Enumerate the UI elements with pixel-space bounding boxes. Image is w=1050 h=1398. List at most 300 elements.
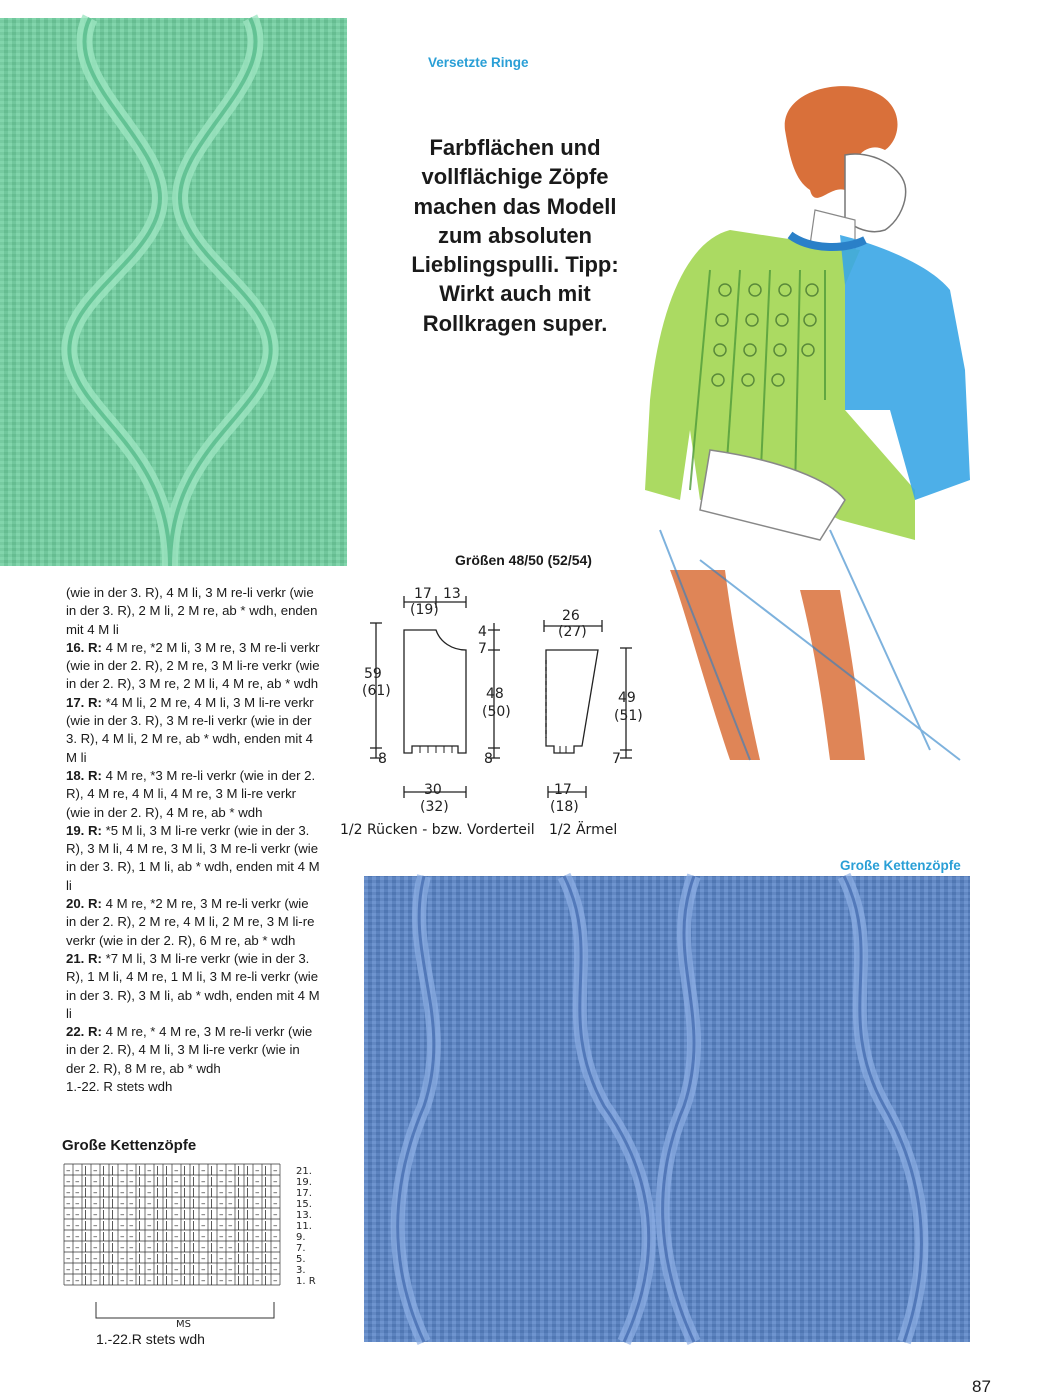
chart-symbol: – [174,1166,179,1176]
chart-symbol: | [111,1232,115,1242]
chart-symbol: | [264,1177,268,1187]
chart-symbol: | [192,1221,196,1231]
chart-symbol: | [111,1166,115,1176]
chart-symbol: – [201,1232,206,1242]
chart-symbol: – [201,1221,206,1231]
chart-symbol: | [183,1243,187,1253]
chart-symbol: | [165,1221,169,1231]
chart-symbol: – [201,1243,206,1253]
chart-symbol: – [273,1177,278,1187]
chart-symbol: – [93,1254,98,1264]
chart-symbol: – [120,1221,125,1231]
chart-symbol: | [246,1221,250,1231]
chart-symbol: – [219,1276,224,1286]
chart-symbol: | [246,1232,250,1242]
chart-symbol: – [174,1232,179,1242]
chart-symbol: | [264,1243,268,1253]
headline-line: Lieblingspulli. Tipp: [411,252,619,278]
chart-symbol: – [201,1210,206,1220]
chart-symbol: | [237,1254,241,1264]
chart-symbol: | [237,1210,241,1220]
chart-symbol: | [138,1188,142,1198]
chart-symbol: – [93,1221,98,1231]
chart-symbol: – [174,1199,179,1209]
chart-symbol: | [264,1232,268,1242]
dim-shoulder-alt: (19) [410,602,439,618]
chart-symbol: | [111,1199,115,1209]
ms-label: MS [176,1319,191,1330]
chart-symbol: | [165,1276,169,1286]
chart-symbol: – [228,1254,233,1264]
chart-symbol: – [255,1199,260,1209]
chart-symbol: | [237,1188,241,1198]
chart-symbol: – [201,1166,206,1176]
chart-symbol: | [183,1177,187,1187]
chart-symbol: | [165,1254,169,1264]
chart-symbol: – [273,1166,278,1176]
chart-symbol: – [129,1265,134,1275]
chart-symbol: | [84,1232,88,1242]
chart-symbol: – [75,1210,80,1220]
chart-symbol: | [156,1188,160,1198]
chart-symbol: | [165,1199,169,1209]
chart-symbol: | [138,1265,142,1275]
chart-symbol: | [192,1177,196,1187]
chart-symbol: – [255,1232,260,1242]
chart-symbol: – [273,1254,278,1264]
chart-symbol: | [246,1265,250,1275]
chart-symbol: – [273,1243,278,1253]
chart-symbol: | [138,1199,142,1209]
chart-symbol: – [120,1265,125,1275]
dim-rib-right: 8 [484,751,493,767]
chart-symbol: | [84,1243,88,1253]
chart-symbol: – [219,1177,224,1187]
dim-height-alt: (61) [362,683,391,699]
chart-symbol: | [165,1265,169,1275]
chart-symbol: – [93,1188,98,1198]
headline [380,133,650,338]
chart-symbol: – [147,1210,152,1220]
chart-symbol: | [84,1166,88,1176]
knitting-instructions [66,584,322,1096]
chart-symbol: | [246,1276,250,1286]
chart-symbol: – [228,1232,233,1242]
dim-sleeve-top-alt: (27) [558,624,587,640]
row-number: 1. R [296,1276,316,1287]
row-number: 21. [296,1166,312,1177]
chart-symbol: – [93,1243,98,1253]
chart-symbol: – [129,1177,134,1187]
chart-symbol: | [246,1166,250,1176]
chart-symbol: – [66,1166,71,1176]
chart-symbol: | [102,1199,106,1209]
chart-symbol: – [255,1210,260,1220]
chart-symbol: – [66,1254,71,1264]
chart-symbol: – [174,1243,179,1253]
chart-symbol: | [183,1276,187,1286]
caption-versetzte-ringe: Versetzte Ringe [428,55,529,70]
chart-symbol: | [156,1221,160,1231]
chart-symbol: | [156,1254,160,1264]
chart-symbol: | [264,1265,268,1275]
chart-symbol: | [84,1254,88,1264]
chart-symbol: | [84,1276,88,1286]
chart-symbol: | [264,1188,268,1198]
chart-symbol: | [111,1221,115,1231]
chart-symbol: | [111,1210,115,1220]
chart-symbol: – [273,1232,278,1242]
headline-line: Rollkragen super. [422,310,608,336]
chart-symbol: – [228,1221,233,1231]
chart-title: Große Kettenzöpfe [62,1137,197,1154]
chart-symbol: – [120,1243,125,1253]
chart-symbol: – [273,1199,278,1209]
dim-armhole-alt: (50) [482,704,511,720]
chart-symbol: | [192,1243,196,1253]
chart-symbol: – [147,1221,152,1231]
headline-line: zum absoluten [437,222,592,248]
chart-symbol: | [84,1265,88,1275]
chart-symbol: | [210,1276,214,1286]
chart-symbol: – [120,1276,125,1286]
chart-symbol: | [192,1199,196,1209]
chart-symbol: – [174,1265,179,1275]
chart-symbol: – [219,1265,224,1275]
instruction-row: 1.-22. R stets wdh [66,1079,173,1095]
chart-symbol: | [111,1254,115,1264]
knitting-chart [60,1160,330,1330]
chart-symbol: | [138,1232,142,1242]
dim-sleeve-length-alt: (51) [614,708,643,724]
chart-symbol: – [120,1232,125,1242]
chart-symbol: – [228,1199,233,1209]
dim-armhole: 48 [486,686,504,702]
instruction-row: 19. R: *5 M li, 3 M li-re verkr (wie in der 3. R), 3 M li, 4 M re, 3 M li, 3 M re-li verkr (wie in der 3. R), 1 M li, ab * wdh, enden mit 4 M li [66,822,320,893]
chart-symbol: – [129,1199,134,1209]
dim-neck: 13 [443,586,461,602]
chart-symbol: – [120,1210,125,1220]
chart-symbol: | [156,1232,160,1242]
instruction-row: 20. R: 4 M re, *2 M re, 3 M re-li verkr (wie in der 2. R), 2 M re, 4 M li, 2 M re, 3 M li-re verkr (wie in der 2. R), 6 M re, ab * wdh [66,896,315,948]
sweater-illustration [630,70,975,790]
row-number: 13. [296,1210,312,1221]
chart-symbol: – [201,1276,206,1286]
chart-symbol: – [120,1166,125,1176]
chart-symbol: – [255,1188,260,1198]
chart-symbol: – [147,1276,152,1286]
chart-symbol: | [183,1210,187,1220]
chart-symbol: | [192,1188,196,1198]
chart-symbol: | [111,1188,115,1198]
chart-symbol: – [129,1243,134,1253]
chart-symbol: – [66,1232,71,1242]
chart-symbol: | [264,1199,268,1209]
chart-symbol: | [210,1166,214,1176]
instruction-row: (wie in der 3. R), 4 M li, 3 M re-li verkr (wie in der 3. R), 2 M li, 2 M re, ab * wdh, enden mit 4 M li [66,585,318,637]
chart-symbol: | [237,1166,241,1176]
instruction-row: 16. R: 4 M re, *2 M li, 3 M re, 3 M re-li verkr (wie in der 2. R), 2 M re, 3 M li-re verkr (wie in der 2. R), 3 M re, 2 M li, 4 M re, ab * wdh [66,639,320,692]
dim-neck-depth-a: 4 [478,624,487,640]
chart-symbol: | [210,1177,214,1187]
chart-symbol: – [255,1243,260,1253]
chart-symbol: – [66,1199,71,1209]
chart-symbol: | [165,1188,169,1198]
chart-symbol: – [66,1265,71,1275]
chart-symbol: – [174,1188,179,1198]
chart-symbol: | [156,1199,160,1209]
chart-symbol: – [273,1210,278,1220]
chart-symbol: | [165,1232,169,1242]
headline-line: machen das Modell [413,193,617,219]
chart-symbol: – [201,1188,206,1198]
chart-symbol: | [102,1177,106,1187]
chart-symbol: – [174,1210,179,1220]
chart-symbol: – [147,1254,152,1264]
chart-symbol: | [138,1254,142,1264]
chart-symbol: – [147,1232,152,1242]
chart-symbol: – [147,1243,152,1253]
chart-symbol: | [192,1276,196,1286]
chart-symbol: – [75,1221,80,1231]
chart-symbol: – [75,1177,80,1187]
chart-symbol: | [210,1210,214,1220]
chart-symbol: | [246,1199,250,1209]
chart-symbol: | [183,1166,187,1176]
chart-symbol: – [219,1243,224,1253]
chart-symbol: | [210,1232,214,1242]
chart-symbol: | [165,1166,169,1176]
chart-symbol: – [273,1265,278,1275]
chart-symbol: | [183,1199,187,1209]
chart-symbol: | [84,1188,88,1198]
chart-symbol: – [93,1177,98,1187]
chart-symbol: – [120,1254,125,1264]
page-number: 87 [972,1377,991,1396]
chart-symbol: – [147,1177,152,1187]
chart-symbol: | [138,1276,142,1286]
chart-symbol: – [255,1276,260,1286]
chart-symbol: | [210,1243,214,1253]
chart-symbol: – [120,1188,125,1198]
chart-symbol: – [93,1166,98,1176]
chart-symbol: | [111,1265,115,1275]
chart-symbol: – [219,1199,224,1209]
chart-symbol: | [183,1265,187,1275]
photo-grosse-kettenzoepfe [364,876,970,1342]
chart-symbol: | [210,1199,214,1209]
chart-symbol: – [93,1276,98,1286]
chart-symbol: | [84,1199,88,1209]
chart-symbol: – [129,1188,134,1198]
chart-symbol: – [219,1166,224,1176]
chart-symbol: | [210,1188,214,1198]
chart-symbol: | [192,1166,196,1176]
chart-symbol: – [75,1199,80,1209]
instruction-row: 18. R: 4 M re, *3 M re-li verkr (wie in der 2. R), 4 M re, 4 M li, 4 M re, 3 M li-re verkr (wie in der 2. R), 4 M re, ab * wdh [66,767,316,820]
chart-symbol: – [219,1188,224,1198]
chart-symbol: – [147,1166,152,1176]
dim-height: 59 [364,666,382,682]
chart-symbol: | [102,1210,106,1220]
chart-symbol: | [138,1166,142,1176]
dim-width: 30 [424,782,442,798]
chart-symbol: – [228,1276,233,1286]
chart-symbol: | [138,1221,142,1231]
chart-symbol: – [75,1276,80,1286]
chart-symbol: | [138,1210,142,1220]
size-schematic [336,578,643,843]
chart-symbol: | [102,1254,106,1264]
row-number: 5. [296,1254,306,1265]
chart-symbol: | [237,1232,241,1242]
dim-sleeve-top: 26 [562,608,580,624]
chart-symbol: | [183,1188,187,1198]
chart-symbol: – [201,1254,206,1264]
chart-symbol: | [183,1254,187,1264]
row-number: 17. [296,1188,312,1199]
chart-symbol: | [111,1243,115,1253]
row-number: 19. [296,1177,312,1188]
chart-symbol: | [84,1210,88,1220]
chart-symbol: | [264,1254,268,1264]
chart-symbol: – [66,1188,71,1198]
chart-symbol: – [75,1265,80,1275]
chart-symbol: | [84,1177,88,1187]
chart-symbol: | [264,1221,268,1231]
chart-symbol: – [219,1221,224,1231]
chart-symbol: | [165,1177,169,1187]
chart-symbol: – [219,1232,224,1242]
chart-symbol: | [102,1166,106,1176]
chart-symbol: – [66,1221,71,1231]
chart-symbol: | [138,1177,142,1187]
chart-symbol: – [228,1243,233,1253]
instruction-row: 21. R: *7 M li, 3 M li-re verkr (wie in der 3. R), 1 M li, 4 M re, 1 M li, 3 M re-li verkr (wie in der 3. R), 3 M li, ab * wdh, enden mit 4 M li [66,950,320,1021]
chart-symbol: | [246,1177,250,1187]
chart-symbol: | [156,1276,160,1286]
row-number: 15. [296,1199,312,1210]
instruction-row: 17. R: *4 M li, 2 M re, 4 M li, 3 M li-re verkr (wie in der 3. R), 3 M re-li verkr (wie in der 3. R), 4 M li, 2 M re, ab * wdh, enden mit 4 M li [66,694,314,765]
chart-symbol: | [138,1243,142,1253]
chart-symbol: | [264,1166,268,1176]
row-number: 9. [296,1232,306,1243]
dim-cuff: 17 [554,782,572,798]
chart-symbol: | [237,1243,241,1253]
chart-symbol: | [102,1232,106,1242]
chart-symbol: | [111,1177,115,1187]
caption-back-piece: 1/2 Rücken - bzw. Vorderteil [340,822,535,838]
chart-symbol: – [120,1177,125,1187]
chart-symbol: – [201,1177,206,1187]
chart-symbol: – [255,1265,260,1275]
chart-symbol: | [246,1188,250,1198]
chart-symbol: – [93,1265,98,1275]
dim-neck-depth-b: 7 [478,641,487,657]
chart-symbol: – [129,1276,134,1286]
chart-symbol: | [237,1199,241,1209]
chart-symbol: | [246,1243,250,1253]
chart-symbol: | [183,1221,187,1231]
chart-symbol: – [120,1199,125,1209]
chart-symbol: – [75,1254,80,1264]
chart-symbol: | [156,1243,160,1253]
chart-symbol: – [129,1221,134,1231]
chart-symbol: – [129,1254,134,1264]
chart-symbol: | [111,1276,115,1286]
chart-symbol: – [228,1265,233,1275]
chart-symbol: | [183,1232,187,1242]
headline-line: Farbflächen und [429,135,601,160]
chart-symbol: – [75,1232,80,1242]
dim-cuff-alt: (18) [550,799,579,815]
chart-symbol: – [255,1166,260,1176]
chart-symbol: – [75,1166,80,1176]
chart-symbol: | [156,1166,160,1176]
chart-symbol: | [192,1232,196,1242]
chart-symbol: – [255,1221,260,1231]
chart-symbol: | [156,1265,160,1275]
chart-symbol: – [129,1232,134,1242]
chart-symbol: – [66,1210,71,1220]
chart-symbol: | [165,1243,169,1253]
sizes-title: Größen 48/50 (52/54) [455,552,592,568]
chart-symbol: | [84,1221,88,1231]
chart-symbol: – [201,1265,206,1275]
photo-versetzte-ringe [0,18,347,566]
chart-symbol: – [147,1188,152,1198]
chart-symbol: | [246,1210,250,1220]
chart-symbol: | [246,1254,250,1264]
chart-symbol: – [75,1243,80,1253]
chart-footer: 1.-22.R stets wdh [96,1331,205,1347]
dim-sleeve-rib: 7 [612,751,621,767]
chart-symbol: | [210,1265,214,1275]
chart-symbol: | [237,1276,241,1286]
chart-symbol: – [255,1177,260,1187]
chart-symbol: – [147,1199,152,1209]
row-number: 7. [296,1243,306,1254]
chart-symbol: | [156,1210,160,1220]
chart-symbol: | [102,1265,106,1275]
chart-symbol: – [129,1166,134,1176]
chart-symbol: | [237,1177,241,1187]
headline-line: vollflächige Zöpfe [421,164,609,190]
chart-symbol: – [66,1276,71,1286]
chart-symbol: – [174,1254,179,1264]
dim-width-alt: (32) [420,799,449,815]
instruction-row: 22. R: 4 M re, * 4 M re, 3 M re-li verkr (wie in der 2. R), 4 M li, 3 M li-re verkr (wie in der 2. R), 8 M re, ab * wdh [66,1024,313,1076]
chart-symbol: – [273,1221,278,1231]
chart-symbol: – [273,1188,278,1198]
chart-symbol: | [210,1221,214,1231]
chart-symbol: – [147,1265,152,1275]
chart-symbol: – [75,1188,80,1198]
dim-sleeve-length: 49 [618,690,636,706]
chart-symbol: | [156,1177,160,1187]
chart-symbol: | [102,1243,106,1253]
chart-symbol: | [102,1221,106,1231]
chart-symbol: – [201,1199,206,1209]
chart-symbol: | [264,1276,268,1286]
chart-symbol: – [174,1221,179,1231]
chart-symbol: – [219,1210,224,1220]
chart-symbol: – [255,1254,260,1264]
chart-symbol: – [174,1276,179,1286]
chart-symbol: | [192,1254,196,1264]
row-number: 11. [296,1221,312,1232]
chart-symbol: | [102,1276,106,1286]
